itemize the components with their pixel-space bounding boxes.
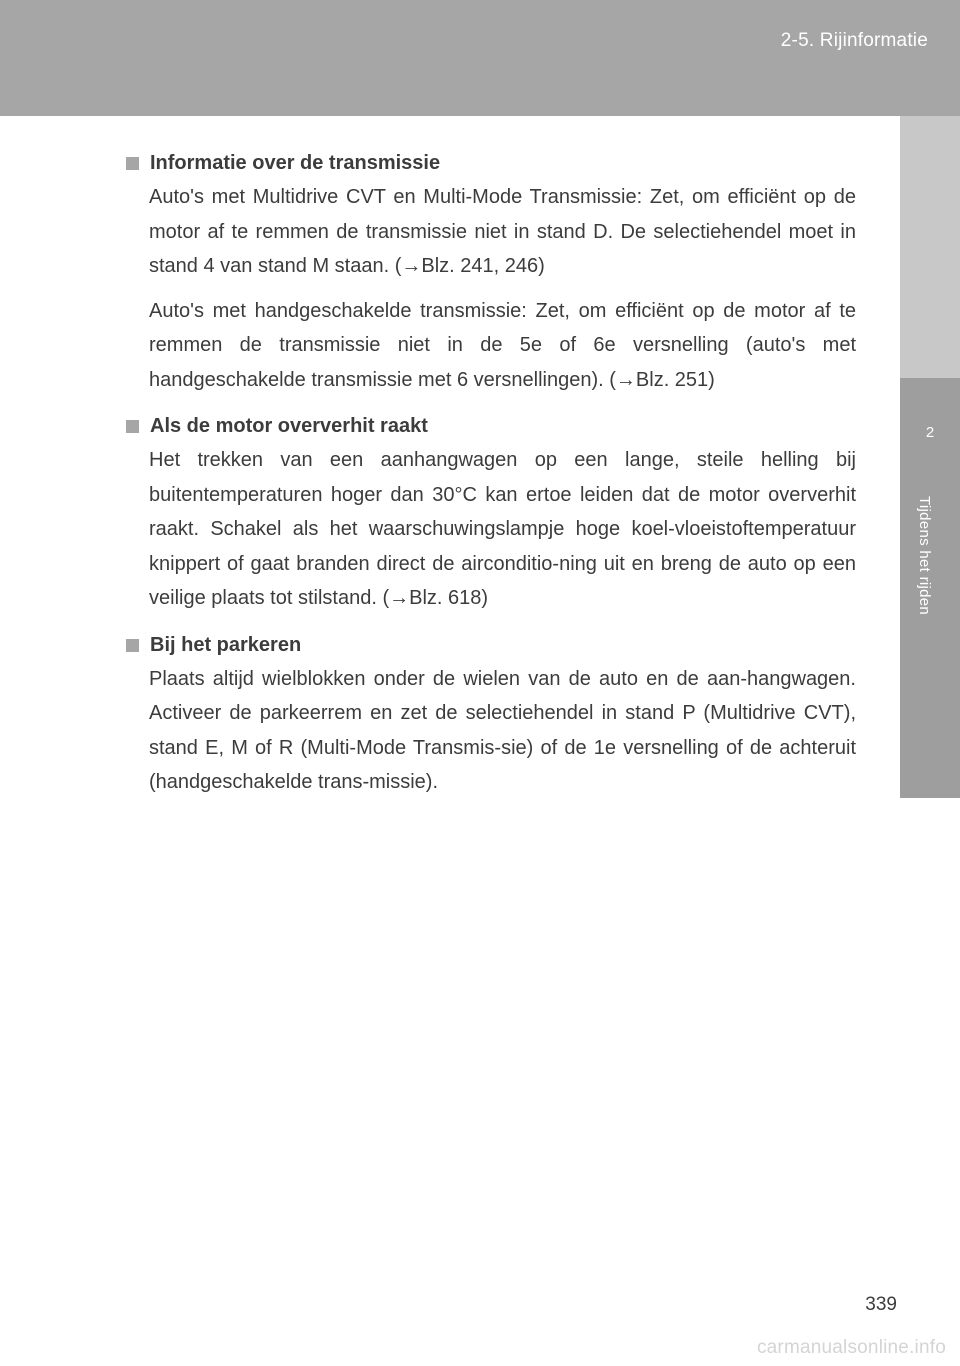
chapter-number: 2 [925, 424, 935, 441]
section-heading-text: Informatie over de transmissie [150, 152, 441, 174]
page-number: 339 [865, 1294, 897, 1315]
section-transmission-info [120, 146, 856, 397]
section-title: 2-5. Rijinformatie [780, 30, 928, 51]
side-tab-upper-band [900, 116, 960, 378]
watermark-text: carmanualsonline.info [756, 1337, 946, 1358]
chapter-side-tab [900, 116, 960, 1366]
section-heading [120, 628, 856, 662]
square-bullet-icon [126, 420, 139, 433]
paragraph: Plaats altijd wielblokken onder de wielen van de auto en de aan-hangwagen. Activeer de parkeerrem en zet de selectiehendel in stand P (Multidrive CVT), stand E, M of R (Multi-Mode Transmis-sie) of de 1e versnelling of de achteruit (handgeschakelde trans-missie). [149, 667, 856, 793]
page-header [0, 0, 960, 116]
section-heading [120, 146, 856, 180]
square-bullet-icon [126, 157, 139, 170]
page-content [120, 146, 856, 800]
section-heading-text: Bij het parkeren [150, 633, 302, 656]
section-heading-text: Als de motor oververhit raakt [150, 415, 428, 437]
section-engine-overheat [120, 409, 856, 616]
section-parking [120, 628, 856, 800]
paragraph: Auto's met handgeschakelde transmissie: Zet, om efficiënt op de motor af te remmen de transmissie niet in de 5e of 6e versnelling (auto's met handgeschakelde transmissie met 6 versnellingen). (→Blz. 251) [149, 299, 856, 391]
paragraph: Auto's met Multidrive CVT en Multi-Mode Transmissie: Zet, om efficiënt op de motor af te remmen de transmissie niet in stand D. De selectiehendel moet in stand 4 van stand M staan. (→Blz. 241, 246) [149, 186, 856, 277]
square-bullet-icon [126, 639, 139, 652]
chapter-title: Tijdens het rijden [916, 496, 933, 616]
paragraph: Het trekken van een aanhangwagen op een lange, steile helling bij buitentemperaturen hoger dan 30°C kan ertoe leiden dat de motor oververhit raakt. Schakel als het waarschuwingslampje hoge koel-vloeistoftemperatuur knippert of gaat branden direct de airconditio-ning uit en breng de auto op een veilige plaats tot stilstand. (→Blz. 618) [149, 449, 856, 609]
section-heading [120, 409, 856, 443]
